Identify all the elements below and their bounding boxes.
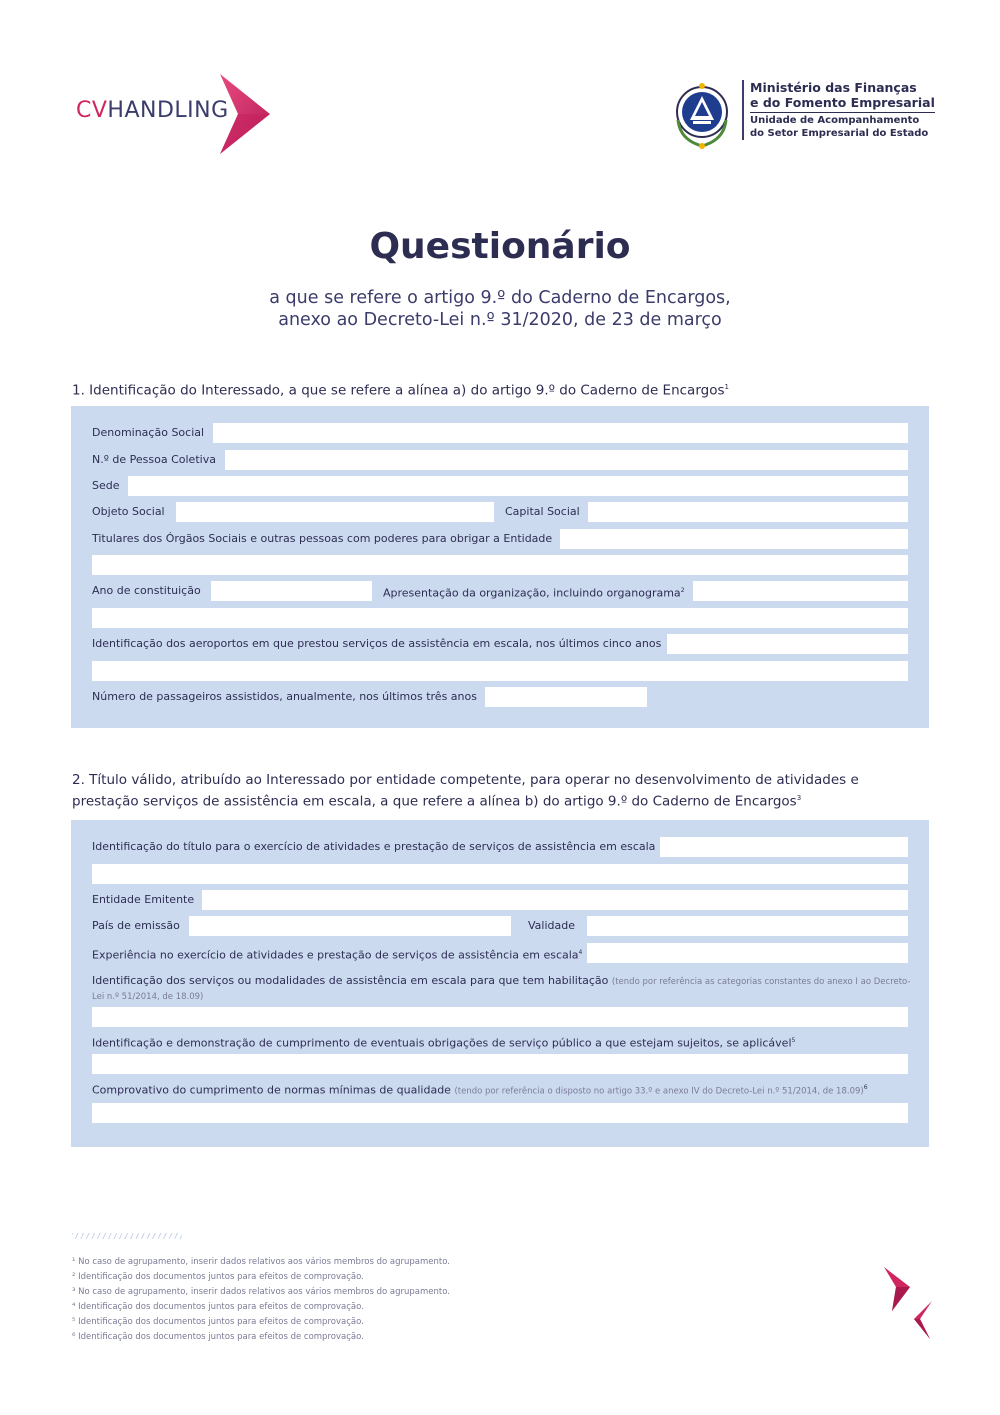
denominacao-social-input[interactable] [213,423,908,443]
national-emblem-icon [668,80,736,152]
logo-cv: CV [76,98,108,123]
label-entidade-emitente: Entidade Emitente [92,893,195,906]
label-comprovativo-sup: 6 [863,1084,868,1091]
aeroportos-input[interactable] [667,634,908,654]
section2-heading [72,771,932,811]
ministry-logo [668,78,938,153]
page-subtitle [0,287,1000,331]
apresentacao-input[interactable] [693,581,908,601]
titulares-input[interactable] [560,529,908,549]
ministry-line1: Ministério das Finanças [750,80,917,95]
ministry-line2: e do Fomento Empresarial [750,95,935,113]
label-experiencia-sup: 4 [578,949,583,956]
label-apresentacao [383,581,685,604]
label-apresentacao-text: Apresentação da organização, incluindo organograma [383,586,681,600]
hatch-divider [72,1233,182,1239]
validade-input[interactable] [587,916,908,936]
label-objeto-social: Objeto Social [92,505,165,518]
footnote-3: ³ No caso de agrupamento, inserir dados relativos aos vários membros do agrupamento. [72,1287,450,1297]
label-sede: Sede [92,479,120,492]
section2-panel [71,820,929,1147]
label-validade: Validade [528,919,575,932]
chevron-arrow-icon [216,74,272,154]
obrigacoes-input[interactable] [92,1054,908,1074]
pais-emissao-input[interactable] [189,916,511,936]
label-obrigacoes-sup: 5 [791,1037,796,1044]
label-ano-constituicao: Ano de constituição [92,584,201,597]
objeto-social-input[interactable] [176,502,494,522]
passageiros-input[interactable] [485,687,647,707]
section2-heading-line1: 2. Título válido, atribuído ao Interessado por entidade competente, para operar no desenvolvimento de atividades e [72,772,859,788]
footnote-2: ² Identificação dos documentos juntos para efeitos de comprovação. [72,1272,364,1282]
label-obrigacoes [92,1031,795,1054]
ministry-name [742,80,935,140]
label-apresentacao-sup: 2 [680,587,685,594]
label-passageiros: Número de passageiros assistidos, anualmente, nos últimos três anos [92,690,477,703]
sede-input[interactable] [128,476,908,496]
ministry-unit-line1: Unidade de Acompanhamento [750,115,920,126]
cvhandling-logo [76,74,276,154]
section1-heading-text: 1. Identificação do Interessado, a que se refere a alínea a) do artigo 9.º do Caderno de Encargos [72,382,725,399]
label-titulares: Titulares dos Órgãos Sociais e outras pessoas com poderes para obrigar a Entidade [92,532,553,545]
label-titulo: Identificação do título para o exercício de atividades e prestação de serviços de assistência em escala [92,840,656,853]
label-servicos [92,974,912,1004]
logo-handling: HANDLING [107,98,229,123]
label-experiencia [92,943,582,966]
label-experiencia-text: Experiência no exercício de atividades e prestação de serviços de assistência em escala [92,948,579,962]
label-comprovativo [92,1078,868,1102]
subtitle-line1: a que se refere o artigo 9.º do Caderno de Encargos, [269,288,731,308]
label-npc: N.º de Pessoa Coletiva [92,453,216,466]
section1-heading [72,378,932,400]
npc-input[interactable] [225,450,908,470]
apresentacao-input-2[interactable] [92,608,908,628]
footnote-4: ⁴ Identificação dos documentos juntos para efeitos de comprovação. [72,1302,364,1312]
label-servicos-text: Identificação dos serviços ou modalidades de assistência em escala para que tem habilitação [92,974,609,987]
footnote-5: ⁵ Identificação dos documentos juntos para efeitos de comprovação. [72,1317,364,1327]
label-aeroportos: Identificação dos aeroportos em que prestou serviços de assistência em escala, nos últimos cinco anos [92,637,662,650]
titulo-input[interactable] [660,837,908,857]
section1-heading-sup: 1 [724,383,729,391]
label-comprovativo-note: (tendo por referência o disposto no artigo 33.º e anexo IV do Decreto-Lei n.º 51/2014, de 18.09) [454,1086,864,1097]
servicos-input[interactable] [92,1007,908,1027]
titulares-input-2[interactable] [92,555,908,575]
experiencia-input[interactable] [587,943,908,963]
section2-heading-line2: prestação serviços de assistência em escala, a que refere a alínea b) do artigo 9.º do Caderno de Encargos [72,793,797,810]
ano-constituicao-input[interactable] [211,581,372,601]
label-servicos-note: (tendo por referência as categorias constantes do anexo I ao Decreto-Lei n.º 51/2014, de 18.09) [92,977,911,1002]
titulo-input-2[interactable] [92,864,908,884]
cvhandling-wordmark [76,98,229,123]
label-comprovativo-text: Comprovativo do cumprimento de normas mínimas de qualidade [92,1083,451,1097]
page-title: Questionário [369,226,631,267]
footnotes [72,1255,450,1345]
section1-panel [71,406,929,728]
footnote-6: ⁶ Identificação dos documentos juntos para efeitos de comprovação. [72,1332,364,1342]
aeroportos-input-2[interactable] [92,661,908,681]
capital-social-input[interactable] [588,502,908,522]
corner-chevrons-icon [878,1263,938,1343]
section2-heading-sup: 3 [796,794,802,802]
label-capital-social: Capital Social [505,505,580,518]
footnote-1: ¹ No caso de agrupamento, inserir dados relativos aos vários membros do agrupamento. [72,1257,450,1267]
label-denominacao-social: Denominação Social [92,426,205,439]
entidade-emitente-input[interactable] [202,890,908,910]
comprovativo-input[interactable] [92,1103,908,1123]
label-obrigacoes-text: Identificação e demonstração de cumprimento de eventuais obrigações de serviço público a que estejam sujeitos, se aplicável [92,1036,792,1050]
subtitle-line2: anexo ao Decreto-Lei n.º 31/2020, de 23 de março [278,310,722,330]
ministry-unit-line2: do Setor Empresarial do Estado [750,127,929,139]
label-pais-emissao: País de emissão [92,919,180,932]
